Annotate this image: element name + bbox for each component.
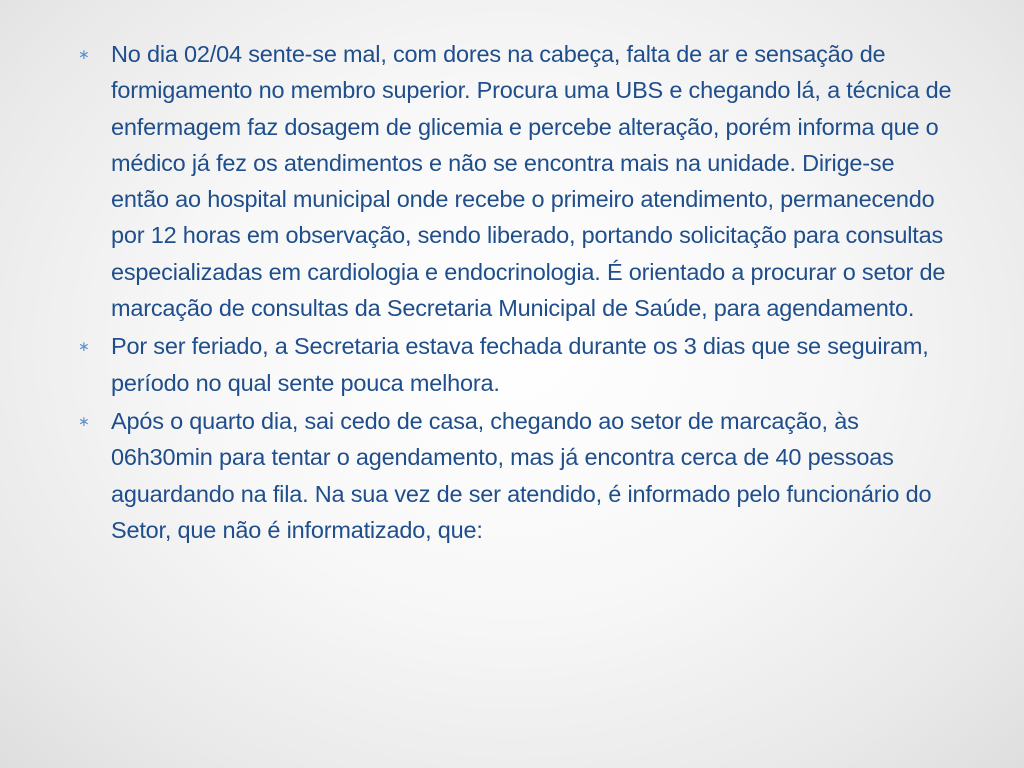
bullet-paragraph-1 (78, 36, 958, 326)
paragraph-text: Por ser feriado, a Secretaria estava fechada durante os 3 dias que se seguiram, período no qual sente pouca melhora. (111, 333, 929, 396)
bullet-icon: ∗ (78, 412, 90, 429)
paragraph-text: No dia 02/04 sente-se mal, com dores na cabeça, falta de ar e sensação de formigamento no membro superior. Procura uma UBS e chegando lá, a técnica de enfermagem faz dosagem de glicemia e percebe alteração, porém informa que o médico já fez os atendimentos e não se encontra mais na unidade. Dirige-se então ao hospital municipal onde recebe o primeiro atendimento, permanecendo por 12 horas em observação, sendo liberado, portando solicitação para consultas especializadas em cardiologia e endocrinologia. É orientado a procurar o setor de marcação de consultas da Secretaria Municipal de Saúde, para agendamento. (111, 41, 952, 322)
bullet-paragraph-2 (78, 328, 958, 401)
paragraph-text: Após o quarto dia, sai cedo de casa, chegando ao setor de marcação, às 06h30min para tentar o agendamento, mas já encontra cerca de 40 pessoas aguardando na fila. Na sua vez de ser atendido, é informado pelo funcionário do Setor, que não é informatizado, que: (111, 407, 932, 543)
bullet-paragraph-3 (78, 403, 958, 548)
bullet-icon: ∗ (78, 338, 90, 355)
bullet-icon: ∗ (78, 46, 90, 62)
slide-content (78, 36, 958, 550)
